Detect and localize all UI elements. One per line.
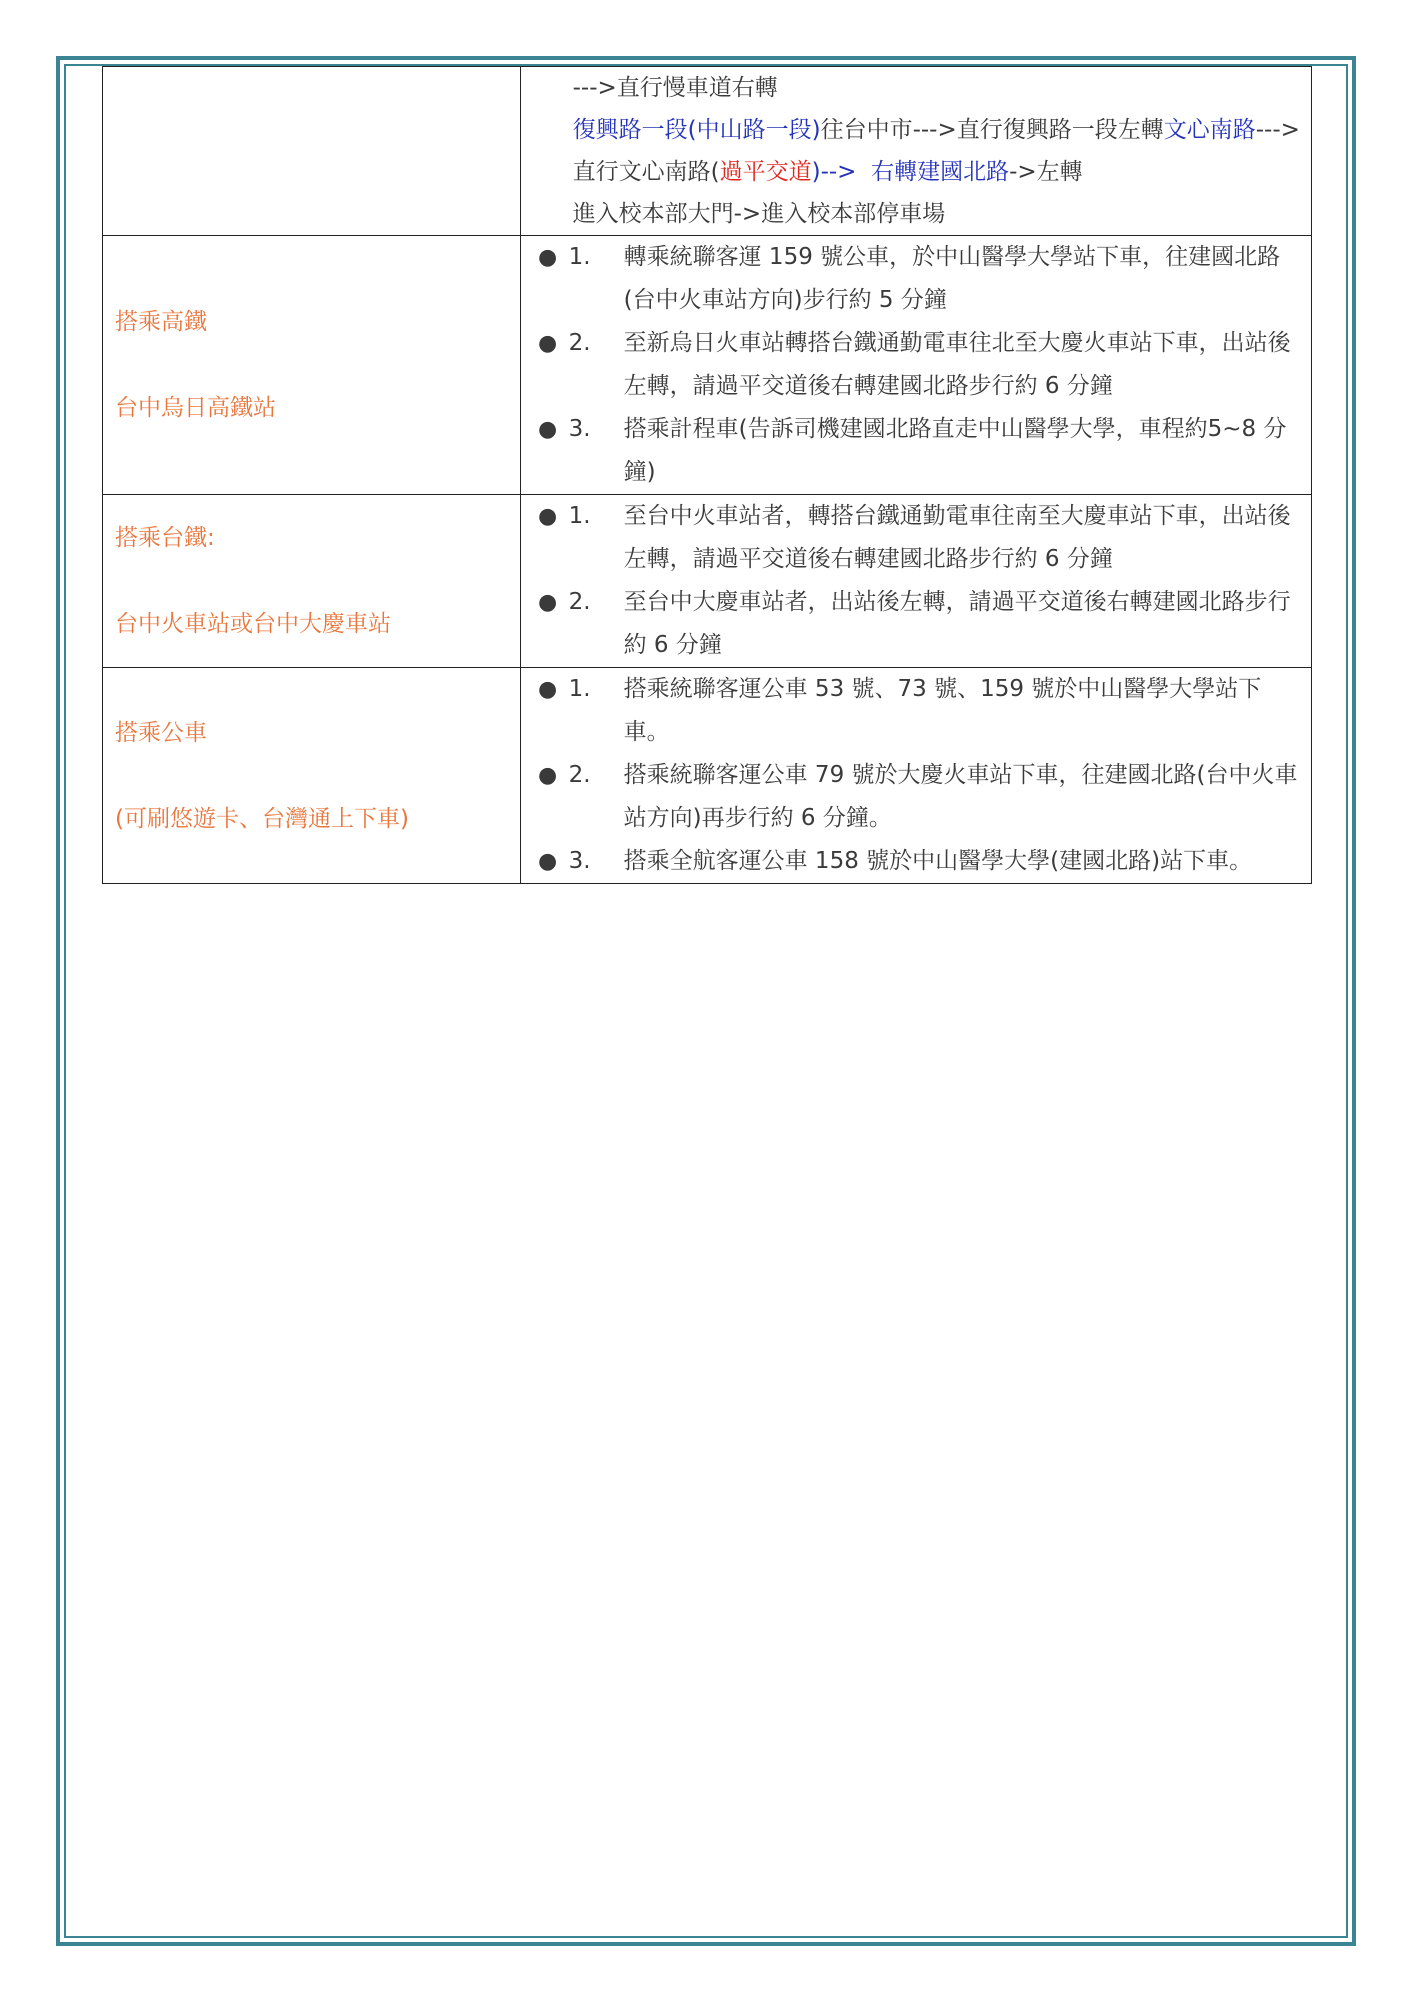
section-subtitle: 台中火車站或台中大慶車站 [115,611,391,637]
table-row-hsr [103,236,1312,495]
route-line-last: 進入校本部大門->進入校本部停車場 [572,201,946,227]
item-text: 搭乘計程車(告訴司機建國北路直走中山醫學大學，車程約5~8 分鐘) [623,416,1287,485]
route-line-1: --->直行慢車道右轉 [572,75,778,101]
item-text: 至新烏日火車站轉搭台鐵通勤電車往北至大慶火車站下車，出站後左轉，請過平交道後右轉建國北路步行約 6 分鐘 [623,330,1291,399]
list-item [531,668,1303,754]
section-label-cell [103,495,521,668]
item-number: 1. [568,244,591,270]
list-item [531,495,1303,581]
instruction-list [531,668,1303,883]
section-subtitle: 台中烏日高鐵站 [115,395,276,421]
bullet-icon: ● [538,590,558,615]
bullet-icon: ● [538,849,558,874]
section-items-cell [520,668,1311,884]
bullet-icon: ● [538,763,558,788]
route-segment: ---> 直行文心南路( [572,117,1323,185]
item-number: 3. [568,416,591,442]
bullet-icon: ● [538,331,558,356]
instruction-list [531,495,1303,667]
route-segment: ->左轉 [1009,159,1083,185]
bullet-icon: ● [538,417,558,442]
section-items-cell [520,236,1311,495]
item-number: 1. [568,503,591,529]
bullet-icon: ● [538,245,558,270]
item-number: 2. [568,330,591,356]
section-label-cell [103,668,521,884]
list-item [531,408,1303,494]
table-row-tra [103,495,1312,668]
directions-table [102,66,1323,884]
section-subtitle: (可刷悠遊卡、台灣通上下車) [115,805,409,832]
route-segment-blue: 右轉建國北路 [871,159,1010,185]
instruction-list [531,236,1303,494]
list-item [531,581,1303,667]
item-number: 2. [568,589,591,615]
item-text: 至台中大慶車站者，出站後左轉，請過平交道後右轉建國北路步行約 6 分鐘 [623,589,1291,658]
item-text: 搭乘全航客運公車 158 號於中山醫學大學(建國北路)站下車。 [623,848,1253,874]
route-segment-blue: 文心南路 [1163,117,1256,143]
route-segment-blue: )--> [811,159,857,185]
item-text: 至台中火車站者，轉搭台鐵通勤電車往南至大慶車站下車，出站後左轉，請過平交道後右轉建國北路步行約 6 分鐘 [623,503,1291,572]
section-title: 搭乘台鐵: [115,525,215,551]
route-segment: 往台中市--->直行復興路一段左轉 [820,117,1164,143]
section-label-cell [103,236,521,495]
driving-route-text [531,67,1323,235]
item-number: 1. [568,676,591,702]
list-item [531,840,1303,883]
table-row-bus [103,668,1312,884]
item-text: 轉乘統聯客運 159 號公車，於中山醫學大學站下車，往建國北路(台中火車站方向)步行約 5 分鐘 [623,244,1281,313]
route-paragraph [572,109,1323,193]
item-number: 3. [568,848,591,874]
route-segment-blue: 復興路一段(中山路一段) [572,117,821,143]
list-item [531,754,1303,840]
section-title: 搭乘公車 [115,719,207,746]
item-number: 2. [568,762,591,788]
empty-label-cell [103,67,521,236]
item-text: 搭乘統聯客運公車 79 號於大慶火車站下車，往建國北路(台中火車站方向)再步行約 6 分鐘。 [623,762,1298,831]
route-segment-red: 過平交道 [719,159,812,185]
item-text: 搭乘統聯客運公車 53 號、73 號、159 號於中山醫學大學站下車。 [623,676,1262,745]
list-item [531,322,1303,408]
section-items-cell [520,495,1311,668]
list-item [531,236,1303,322]
table-row-driving-route [103,67,1312,236]
driving-route-cell [520,67,1323,236]
bullet-icon: ● [538,504,558,529]
section-title: 搭乘高鐵 [115,309,207,335]
bullet-icon: ● [538,677,558,702]
